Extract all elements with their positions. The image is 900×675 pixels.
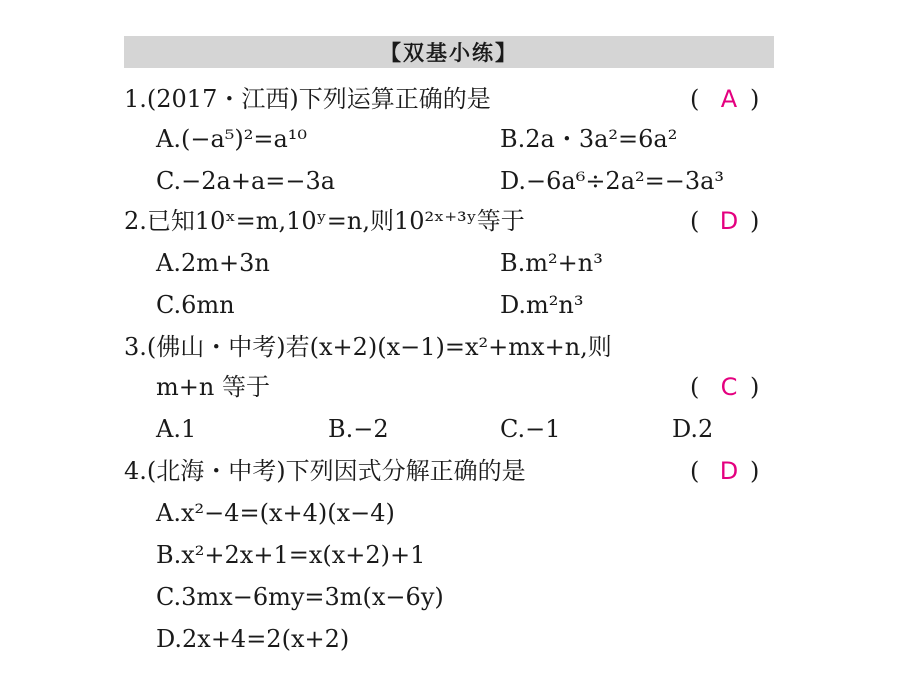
question-1 xyxy=(124,84,491,114)
option-label: B. xyxy=(500,249,526,277)
question-number: 4. xyxy=(124,457,147,485)
option-2a xyxy=(156,248,270,278)
option-label: A. xyxy=(156,125,181,153)
answer-value: D xyxy=(719,457,739,485)
question-3 xyxy=(124,332,612,362)
option-label: B. xyxy=(156,541,182,569)
option-text: 2x+4=2(x+2) xyxy=(182,625,350,653)
answer-value: C xyxy=(720,373,738,401)
option-text: −2a+a=−3a xyxy=(181,167,336,195)
answer-close-paren: ) xyxy=(750,207,760,235)
answer-slot-4 xyxy=(690,456,768,486)
option-4d xyxy=(156,624,349,654)
section-header: 【双基小练】 xyxy=(124,36,774,68)
option-label: C. xyxy=(156,167,182,195)
answer-open-paren: ( xyxy=(690,85,700,113)
question-number: 1. xyxy=(124,85,147,113)
option-4c xyxy=(156,582,444,612)
option-text: (−a⁵)²=a¹⁰ xyxy=(180,125,308,153)
answer-close-paren: ) xyxy=(750,457,760,485)
question-stem: 已知10ˣ=m,10ʸ=n,则10²ˣ⁺³ʸ等于 xyxy=(146,207,525,235)
option-1c xyxy=(156,166,335,196)
option-label: B. xyxy=(500,125,526,153)
option-label: B. xyxy=(328,415,354,443)
answer-open-paren: ( xyxy=(690,457,700,485)
option-text: 3mx−6my=3m(x−6y) xyxy=(181,583,444,611)
option-2c xyxy=(156,290,235,320)
answer-open-paren: ( xyxy=(690,373,700,401)
option-1d xyxy=(500,166,724,196)
option-3a xyxy=(156,414,196,444)
answer-value: D xyxy=(719,207,739,235)
option-text: x²−4=(x+4)(x−4) xyxy=(180,499,395,527)
question-4 xyxy=(124,456,526,486)
option-4b xyxy=(156,540,425,570)
option-text: x²+2x+1=x(x+2)+1 xyxy=(181,541,426,569)
option-label: D. xyxy=(500,167,527,195)
option-2d xyxy=(500,290,583,320)
answer-slot-3 xyxy=(690,372,768,402)
option-label: A. xyxy=(156,249,181,277)
option-text: 2a・3a²=6a² xyxy=(525,125,678,153)
option-label: C. xyxy=(500,415,526,443)
question-number: 2. xyxy=(124,207,147,235)
option-label: A. xyxy=(156,415,181,443)
answer-close-paren: ) xyxy=(750,373,760,401)
option-text: −6a⁶÷2a²=−3a³ xyxy=(526,167,725,195)
option-text: −2 xyxy=(353,415,389,443)
option-label: C. xyxy=(156,583,182,611)
option-3c xyxy=(500,414,561,444)
option-text: 6mn xyxy=(181,291,235,319)
question-number: 3. xyxy=(124,333,147,361)
question-stem: (2017・江西)下列运算正确的是 xyxy=(146,85,491,113)
answer-close-paren: ) xyxy=(750,85,760,113)
answer-slot-2 xyxy=(690,206,768,236)
answer-value: A xyxy=(720,85,738,113)
answer-open-paren: ( xyxy=(690,207,700,235)
option-label: D. xyxy=(500,291,527,319)
question-stem: (佛山・中考)若(x+2)(x−1)=x²+mx+n,则 xyxy=(146,333,612,361)
question-3-continuation: m+n 等于 xyxy=(156,373,270,401)
option-text: 2 xyxy=(698,415,714,443)
option-text: m²n³ xyxy=(526,291,584,319)
option-4a xyxy=(156,498,395,528)
option-2b xyxy=(500,248,603,278)
question-stem: (北海・中考)下列因式分解正确的是 xyxy=(146,457,526,485)
option-text: m²+n³ xyxy=(525,249,603,277)
option-label: D. xyxy=(672,415,699,443)
option-label: A. xyxy=(156,499,181,527)
option-text: 2m+3n xyxy=(180,249,270,277)
option-3b xyxy=(328,414,389,444)
option-text: −1 xyxy=(525,415,561,443)
option-1b xyxy=(500,124,677,154)
option-label: D. xyxy=(156,625,183,653)
option-3d xyxy=(672,414,713,444)
option-label: C. xyxy=(156,291,182,319)
option-text: 1 xyxy=(180,415,197,443)
answer-slot-1 xyxy=(690,84,768,114)
option-1a xyxy=(156,124,307,154)
question-2 xyxy=(124,206,525,236)
